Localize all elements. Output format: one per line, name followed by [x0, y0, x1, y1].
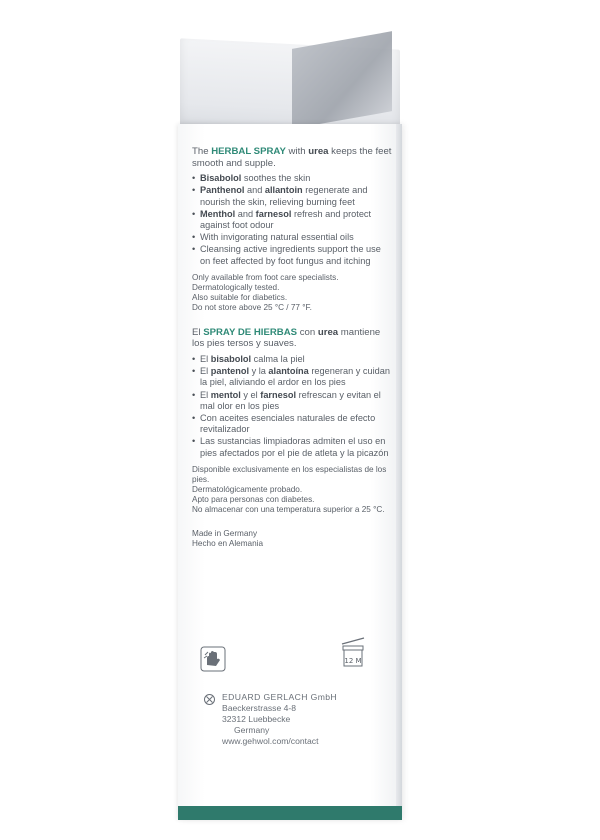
list-item: • Bisabolol soothes the skin — [192, 173, 392, 184]
manufacturer-website: www.gehwol.com/contact — [222, 736, 319, 746]
product-name-en: HERBAL SPRAY — [211, 146, 286, 157]
spanish-benefits — [192, 354, 392, 459]
spanish-intro: El SPRAY DE HIERBAS con urea mantiene los pies tersos y suaves. — [192, 326, 381, 350]
list-item: • El pantenol y la alantoína regeneran y cuidan la piel, aliviando el ardor en los pies — [192, 366, 392, 388]
list-item: • With invigorating natural essential oils — [192, 232, 392, 243]
manufacturer-address: EDUARD GERLACH GmbH Baeckerstrasse 4-8 32312 Luebbecke Germany www.gehwol.com/contact — [204, 692, 384, 747]
english-notes: Only available from foot care specialists. Dermatologically tested. Also suitable for diabetics. Do not store above 25 °C / 77 °F. — [192, 272, 339, 312]
hand-wash-icon — [200, 646, 226, 672]
box-edge — [396, 124, 402, 820]
product-box-side — [178, 124, 402, 820]
list-item: • Cleansing active ingredients support the use on feet affected by foot fungus and itching — [192, 244, 392, 266]
list-item: • Panthenol and allantoin regenerate and nourish the skin, relieving burning feet — [192, 185, 392, 207]
box-text — [192, 146, 392, 549]
product-name-es: SPRAY DE HIERBAS — [203, 326, 298, 338]
list-item: • Menthol and farnesol refresh and protect against foot odour — [192, 209, 392, 231]
list-item: • El bisabolol calma la piel — [192, 354, 392, 365]
list-item: • Las sustancias limpiadoras admiten el uso en pies afectados por el pie de atleta y la picazón — [192, 436, 392, 458]
spanish-notes: Disponible exclusivamente en los especialistas de los pies. Dermatológicamente probado. Apto para personas con diabetes. No almacenar con una temperatura superior a 25 °C. — [192, 464, 387, 514]
brand-stripe — [178, 806, 402, 820]
country-of-origin: Made in Germany Hecho en Alemania — [192, 528, 264, 549]
english-benefits — [192, 173, 392, 267]
period-after-opening-label: 12 M — [344, 657, 362, 665]
list-item: • El mentol y el farnesol refrescan y evitan el mal olor en los pies — [192, 390, 392, 412]
list-item: • Con aceites esenciales naturales de efecto revitalizador — [192, 413, 392, 435]
english-intro: The HERBAL SPRAY with urea keeps the feet smooth and supple. — [192, 146, 392, 169]
